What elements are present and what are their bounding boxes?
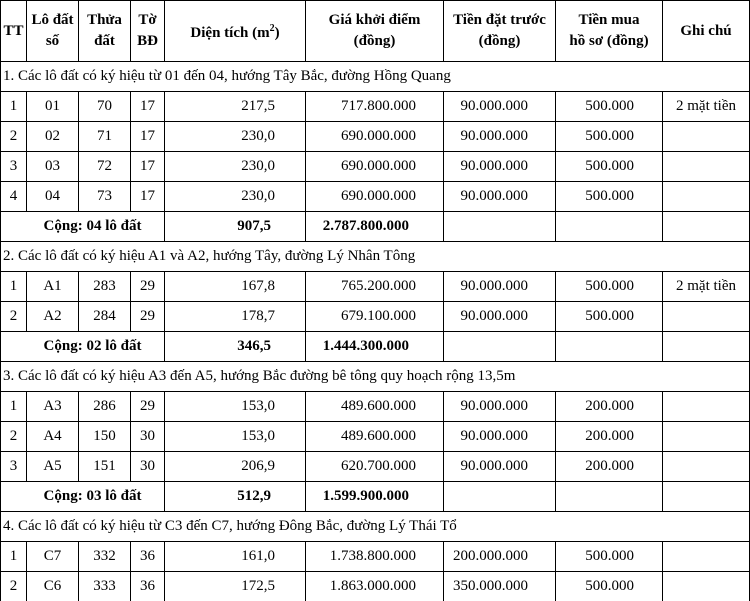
row-ghi-chu — [663, 182, 750, 212]
row-dien-tich: 178,7 — [165, 302, 306, 332]
row-ghi-chu — [663, 572, 750, 601]
total-tien-dat-truoc — [444, 482, 556, 512]
row-lo-dat: C6 — [27, 572, 79, 601]
row-ghi-chu — [663, 152, 750, 182]
row-tt: 2 — [1, 572, 27, 601]
total-gia-khoi-diem: 1.599.900.000 — [306, 482, 444, 512]
table-row — [1, 92, 750, 122]
row-thua-dat: 333 — [79, 572, 131, 601]
row-thua-dat: 73 — [79, 182, 131, 212]
row-to-bd: 36 — [131, 572, 165, 601]
row-thua-dat: 72 — [79, 152, 131, 182]
section-title: 3. Các lô đất có ký hiệu A3 đến A5, hướng Bắc đường bê tông quy hoạch rộng 13,5m — [1, 362, 750, 392]
row-gia-khoi-diem: 679.100.000 — [306, 302, 444, 332]
header-gia-khoi-diem: Giá khởi điểm (đồng) — [306, 1, 444, 62]
row-tien-dat-truoc: 200.000.000 — [444, 542, 556, 572]
row-lo-dat: 01 — [27, 92, 79, 122]
row-tt: 1 — [1, 392, 27, 422]
row-tien-dat-truoc: 90.000.000 — [444, 92, 556, 122]
row-tien-mua-ho-so: 500.000 — [556, 122, 663, 152]
header-row — [1, 1, 750, 62]
total-tien-mua-ho-so — [556, 332, 663, 362]
section-header-row — [1, 242, 750, 272]
row-thua-dat: 70 — [79, 92, 131, 122]
row-lo-dat: A2 — [27, 302, 79, 332]
row-dien-tich: 230,0 — [165, 152, 306, 182]
row-ghi-chu: 2 mặt tiền — [663, 272, 750, 302]
row-tien-dat-truoc: 90.000.000 — [444, 302, 556, 332]
row-ghi-chu — [663, 422, 750, 452]
table-row — [1, 182, 750, 212]
row-to-bd: 17 — [131, 182, 165, 212]
total-gia-khoi-diem: 1.444.300.000 — [306, 332, 444, 362]
total-dien-tich: 512,9 — [165, 482, 306, 512]
row-to-bd: 17 — [131, 122, 165, 152]
row-tien-mua-ho-so: 500.000 — [556, 572, 663, 601]
row-gia-khoi-diem: 690.000.000 — [306, 122, 444, 152]
row-tien-mua-ho-so: 200.000 — [556, 452, 663, 482]
row-tien-dat-truoc: 90.000.000 — [444, 182, 556, 212]
row-ghi-chu — [663, 302, 750, 332]
row-ghi-chu — [663, 452, 750, 482]
table-row — [1, 152, 750, 182]
total-label: Cộng: 04 lô đất — [1, 212, 165, 242]
section-header-row — [1, 362, 750, 392]
row-gia-khoi-diem: 489.600.000 — [306, 422, 444, 452]
row-tien-dat-truoc: 90.000.000 — [444, 452, 556, 482]
row-ghi-chu — [663, 392, 750, 422]
section-header-row — [1, 62, 750, 92]
row-dien-tich: 172,5 — [165, 572, 306, 601]
row-dien-tich: 206,9 — [165, 452, 306, 482]
table-row — [1, 452, 750, 482]
row-tt: 1 — [1, 272, 27, 302]
total-ghi-chu — [663, 482, 750, 512]
header-ghi-chu: Ghi chú — [663, 1, 750, 62]
row-tien-mua-ho-so: 500.000 — [556, 182, 663, 212]
header-to-bd: Tờ BĐ — [131, 1, 165, 62]
row-lo-dat: A1 — [27, 272, 79, 302]
row-tien-dat-truoc: 90.000.000 — [444, 392, 556, 422]
row-to-bd: 29 — [131, 392, 165, 422]
row-thua-dat: 283 — [79, 272, 131, 302]
row-tien-mua-ho-so: 500.000 — [556, 92, 663, 122]
row-lo-dat: 04 — [27, 182, 79, 212]
row-tien-mua-ho-so: 500.000 — [556, 542, 663, 572]
row-to-bd: 30 — [131, 452, 165, 482]
row-ghi-chu — [663, 542, 750, 572]
header-tt: TT — [1, 1, 27, 62]
row-gia-khoi-diem: 690.000.000 — [306, 182, 444, 212]
total-gia-khoi-diem: 2.787.800.000 — [306, 212, 444, 242]
row-gia-khoi-diem: 1.863.000.000 — [306, 572, 444, 601]
row-tt: 4 — [1, 182, 27, 212]
row-tt: 2 — [1, 422, 27, 452]
row-dien-tich: 153,0 — [165, 392, 306, 422]
row-to-bd: 29 — [131, 302, 165, 332]
row-gia-khoi-diem: 620.700.000 — [306, 452, 444, 482]
row-lo-dat: C7 — [27, 542, 79, 572]
total-label: Cộng: 02 lô đất — [1, 332, 165, 362]
header-thua-dat: Thửa đất — [79, 1, 131, 62]
row-to-bd: 30 — [131, 422, 165, 452]
row-tien-mua-ho-so: 500.000 — [556, 152, 663, 182]
total-tien-mua-ho-so — [556, 212, 663, 242]
row-tien-mua-ho-so: 200.000 — [556, 422, 663, 452]
total-tien-dat-truoc — [444, 332, 556, 362]
row-dien-tich: 167,8 — [165, 272, 306, 302]
total-row — [1, 212, 750, 242]
row-thua-dat: 284 — [79, 302, 131, 332]
row-to-bd: 36 — [131, 542, 165, 572]
row-dien-tich: 153,0 — [165, 422, 306, 452]
row-dien-tich: 217,5 — [165, 92, 306, 122]
row-tien-mua-ho-so: 500.000 — [556, 302, 663, 332]
total-dien-tich: 907,5 — [165, 212, 306, 242]
row-dien-tich: 230,0 — [165, 182, 306, 212]
row-tien-mua-ho-so: 500.000 — [556, 272, 663, 302]
row-tt: 1 — [1, 92, 27, 122]
row-tt: 1 — [1, 542, 27, 572]
header-tien-dat-truoc: Tiền đặt trước (đồng) — [444, 1, 556, 62]
total-ghi-chu — [663, 212, 750, 242]
section-header-row — [1, 512, 750, 542]
row-to-bd: 17 — [131, 92, 165, 122]
row-lo-dat: 03 — [27, 152, 79, 182]
row-tien-dat-truoc: 90.000.000 — [444, 152, 556, 182]
row-to-bd: 17 — [131, 152, 165, 182]
row-gia-khoi-diem: 489.600.000 — [306, 392, 444, 422]
row-thua-dat: 151 — [79, 452, 131, 482]
header-tien-mua-ho-so: Tiền mua hồ sơ (đồng) — [556, 1, 663, 62]
row-tien-dat-truoc: 90.000.000 — [444, 272, 556, 302]
row-thua-dat: 332 — [79, 542, 131, 572]
table-row — [1, 392, 750, 422]
row-lo-dat: 02 — [27, 122, 79, 152]
total-tien-mua-ho-so — [556, 482, 663, 512]
row-lo-dat: A4 — [27, 422, 79, 452]
row-lo-dat: A5 — [27, 452, 79, 482]
row-tien-dat-truoc: 350.000.000 — [444, 572, 556, 601]
row-tien-dat-truoc: 90.000.000 — [444, 422, 556, 452]
total-row — [1, 482, 750, 512]
total-label: Cộng: 03 lô đất — [1, 482, 165, 512]
row-tt: 3 — [1, 152, 27, 182]
row-tt: 2 — [1, 122, 27, 152]
total-dien-tich: 346,5 — [165, 332, 306, 362]
table-row — [1, 422, 750, 452]
row-gia-khoi-diem: 765.200.000 — [306, 272, 444, 302]
total-row — [1, 332, 750, 362]
header-dien-tich: Diện tích $(m^2)$ — [165, 1, 306, 62]
section-title: 1. Các lô đất có ký hiệu từ 01 đến 04, hướng Tây Bắc, đường Hồng Quang — [1, 62, 750, 92]
row-gia-khoi-diem: 690.000.000 — [306, 152, 444, 182]
row-tien-dat-truoc: 90.000.000 — [444, 122, 556, 152]
row-tt: 3 — [1, 452, 27, 482]
row-tt: 2 — [1, 302, 27, 332]
row-ghi-chu: 2 mặt tiền — [663, 92, 750, 122]
table-row — [1, 302, 750, 332]
row-dien-tich: 161,0 — [165, 542, 306, 572]
row-tien-mua-ho-so: 200.000 — [556, 392, 663, 422]
table-row — [1, 542, 750, 572]
row-to-bd: 29 — [131, 272, 165, 302]
row-ghi-chu — [663, 122, 750, 152]
row-gia-khoi-diem: 717.800.000 — [306, 92, 444, 122]
row-thua-dat: 71 — [79, 122, 131, 152]
row-gia-khoi-diem: 1.738.800.000 — [306, 542, 444, 572]
table-row — [1, 122, 750, 152]
section-title: 4. Các lô đất có ký hiệu từ C3 đến C7, hướng Đông Bắc, đường Lý Thái Tổ — [1, 512, 750, 542]
header-lo-dat: Lô đất số — [27, 1, 79, 62]
table-row — [1, 572, 750, 601]
row-thua-dat: 286 — [79, 392, 131, 422]
table-row — [1, 272, 750, 302]
row-lo-dat: A3 — [27, 392, 79, 422]
total-ghi-chu — [663, 332, 750, 362]
total-tien-dat-truoc — [444, 212, 556, 242]
row-thua-dat: 150 — [79, 422, 131, 452]
section-title: 2. Các lô đất có ký hiệu A1 và A2, hướng Tây, đường Lý Nhân Tông — [1, 242, 750, 272]
row-dien-tich: 230,0 — [165, 122, 306, 152]
